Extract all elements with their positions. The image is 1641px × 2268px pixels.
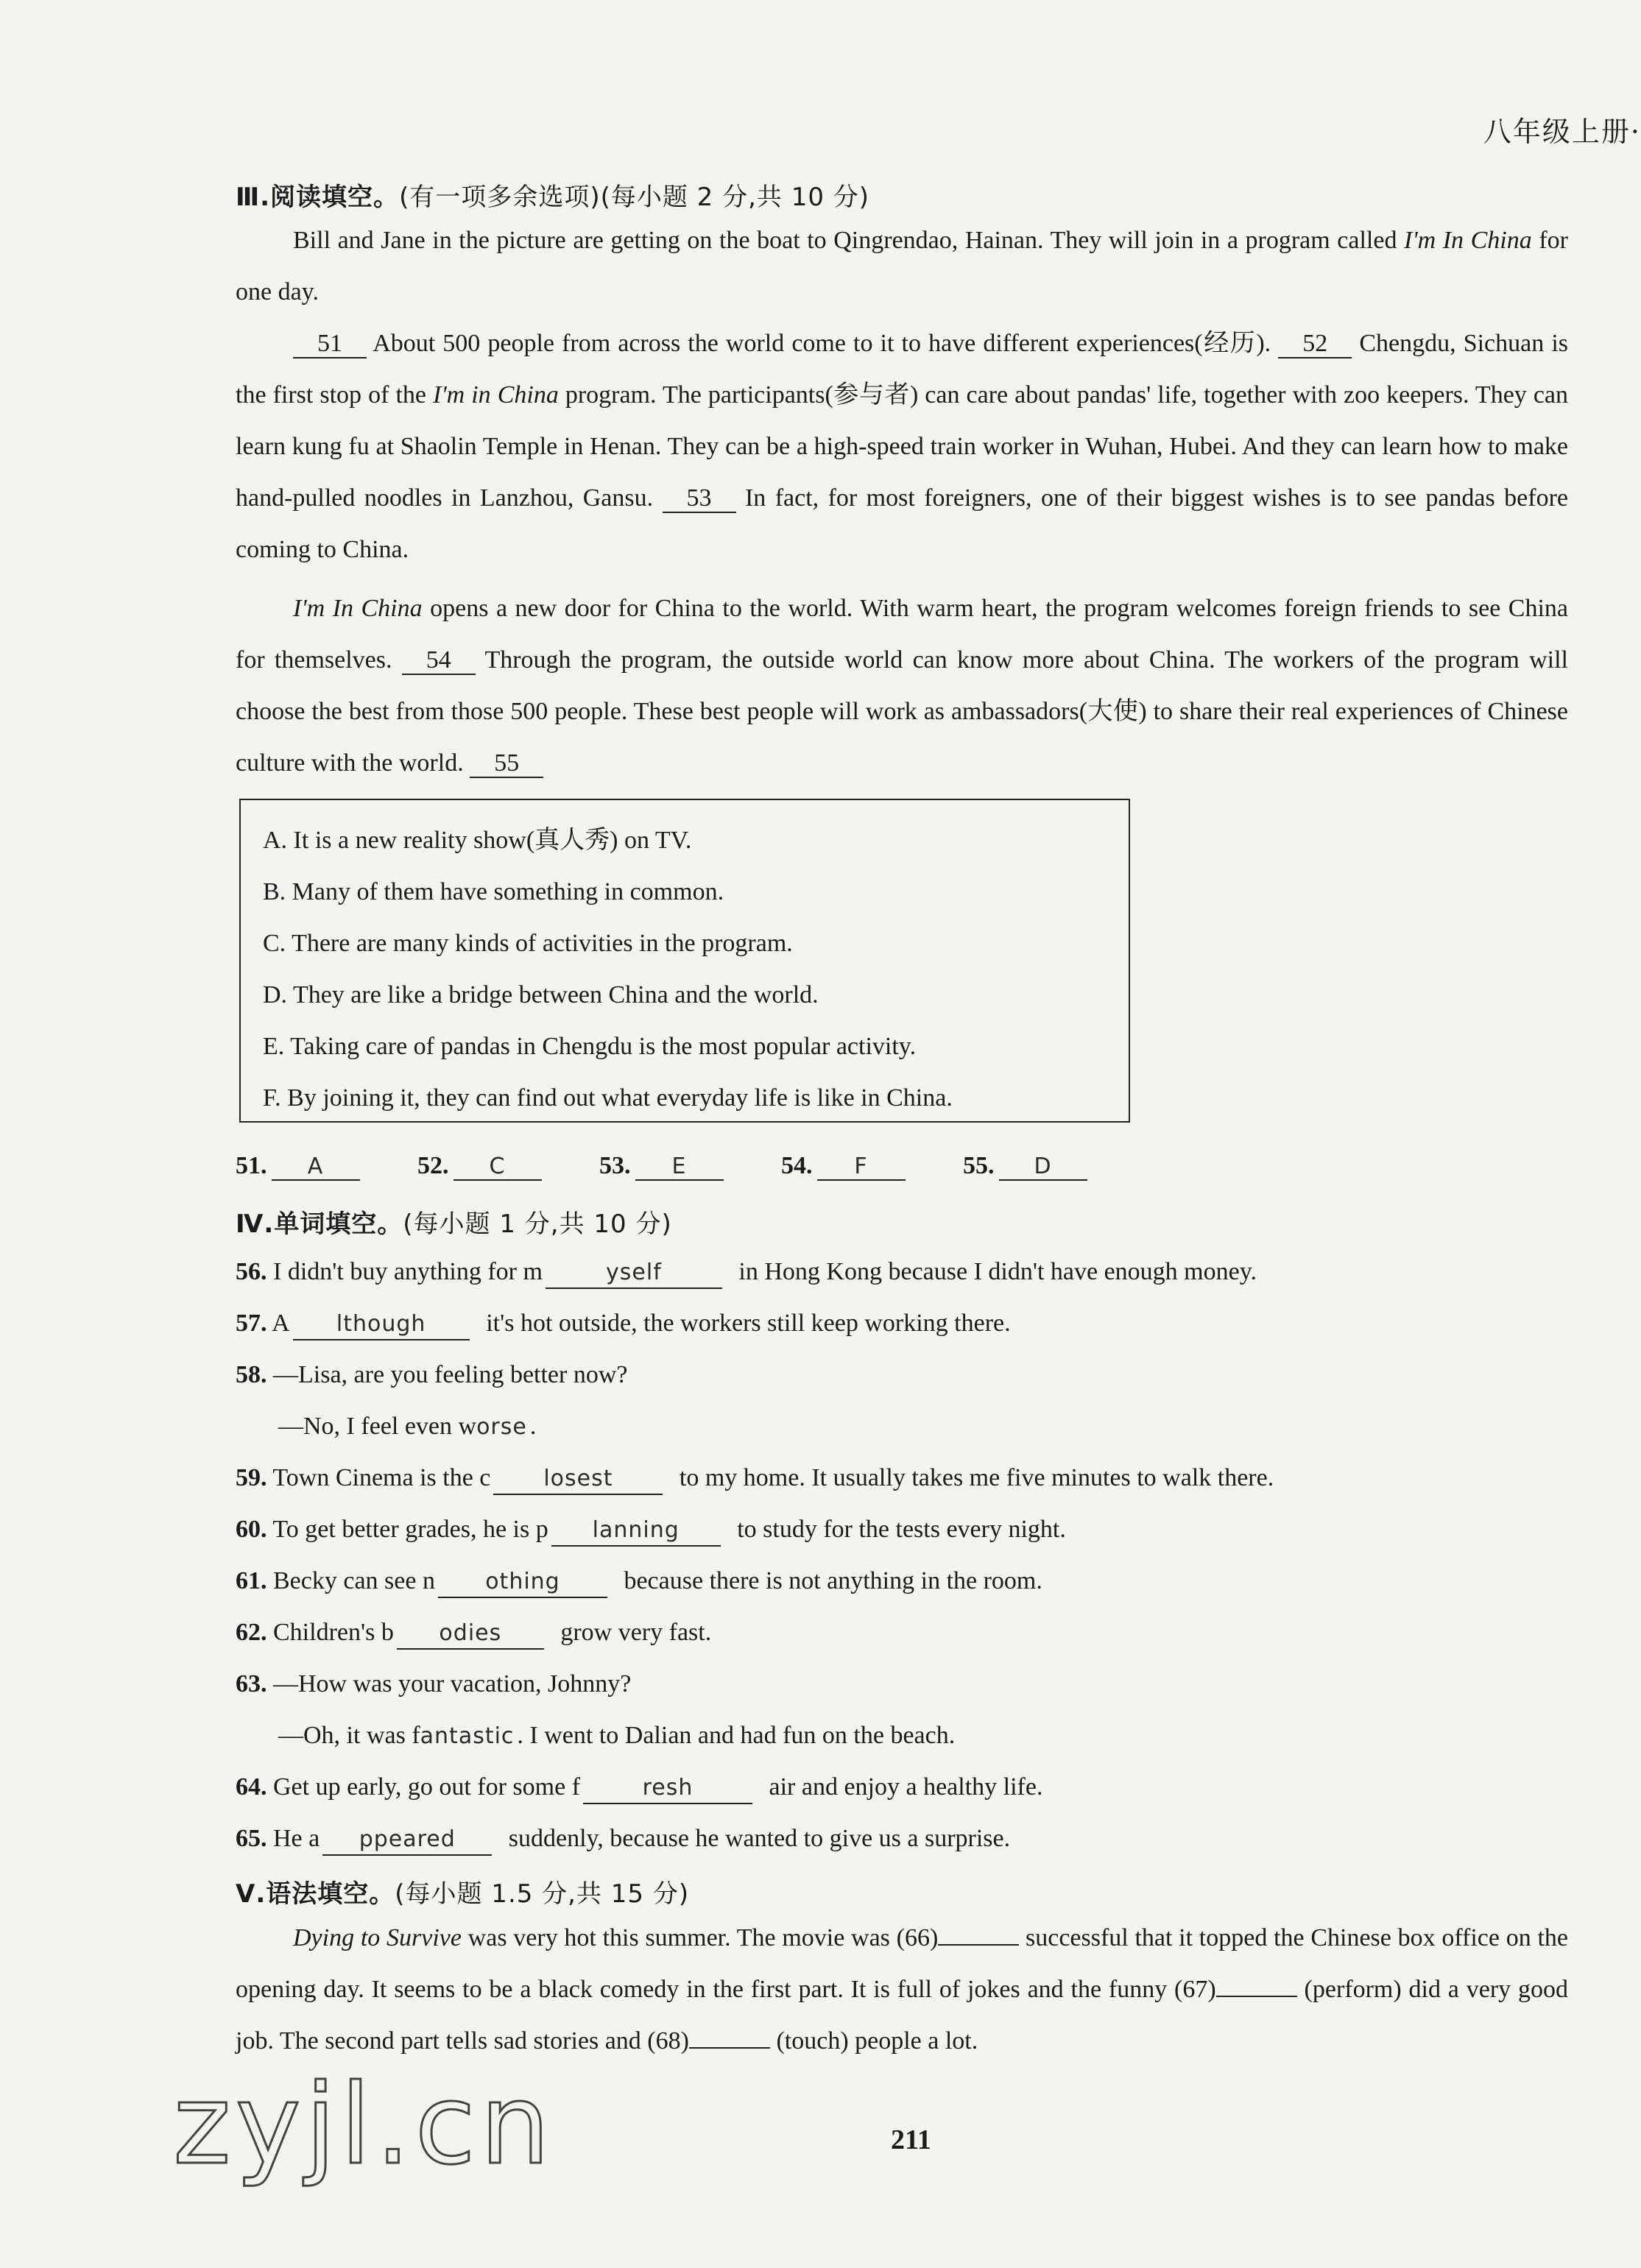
section-3-heading: Ⅲ.阅读填空。 [236, 183, 400, 212]
q64-answer[interactable]: resh [583, 1773, 752, 1804]
q59-post: to my home. It usually takes me five minutes to walk there. [673, 1464, 1274, 1491]
blank-66[interactable] [938, 1922, 1019, 1946]
p2-program-name: I'm in China [433, 381, 559, 409]
answer-53-value[interactable]: E [635, 1154, 724, 1181]
answer-52-value[interactable]: C [454, 1154, 542, 1181]
grammar-passage [236, 1912, 1568, 2067]
q63-pre: —Oh, it was f [278, 1722, 420, 1749]
q59-number: 59. [236, 1464, 267, 1491]
grammar-text-d: (touch) people a lot. [769, 2027, 978, 2055]
blank-67[interactable] [1216, 1974, 1297, 1997]
q64-number: 64. [236, 1773, 267, 1801]
answer-55-value[interactable]: D [999, 1154, 1087, 1181]
question-61 [236, 1563, 1042, 1600]
q64-pre: Get up early, go out for some f [267, 1773, 581, 1801]
section-4-title [236, 1204, 672, 1240]
q61-number: 61. [236, 1567, 267, 1594]
p1-program-name: I'm In China [1404, 227, 1532, 254]
movie-title: Dying to Survive [293, 1924, 462, 1951]
q62-answer[interactable]: odies [397, 1619, 544, 1650]
q63-line1: —How was your vacation, Johnny? [267, 1670, 632, 1698]
grammar-text-a: was very hot this summer. The movie was (66) [461, 1924, 939, 1951]
answer-55-number: 55. [963, 1152, 995, 1179]
q59-answer[interactable]: losest [493, 1464, 663, 1495]
section-4-note: (每小题 1 分,共 10 分) [403, 1209, 672, 1239]
answer-row-51-55 [236, 1152, 1139, 1181]
section-5-note: (每小题 1.5 分,共 15 分) [395, 1879, 690, 1909]
option-f: F. By joining it, they can find out what everyday life is like in China. [263, 1084, 953, 1112]
q58-answer[interactable]: orse [476, 1414, 527, 1440]
answer-52 [417, 1152, 542, 1181]
p2-text-b: Chengdu, Sichuan is the first stop of the [236, 330, 1568, 409]
blank-68[interactable] [689, 2025, 770, 2049]
q56-pre: I didn't buy anything for m [267, 1258, 543, 1285]
section-3-title [236, 177, 869, 213]
grammar-text-b: successful that it topped the Chinese box office on the opening day. It seems to be a black comedy in the first part. It is full of jokes and the funny (67) [236, 1924, 1568, 2003]
section-5-title [236, 1873, 689, 1910]
question-58 [236, 1357, 627, 1393]
blank-51: 51 [293, 331, 367, 358]
p2-text-c: program. The participants(参与者) can care about pandas' life, together with zoo keepers. They can learn kung fu at Shaolin Temple in Henan. They can be a high-speed train worker in Wuhan, Hubei. And they can learn how to make hand-pulled noodles in Lanzhou, Gansu. [236, 381, 1569, 512]
passage-paragraph-3 [236, 583, 1568, 789]
q60-number: 60. [236, 1516, 267, 1543]
question-63 [236, 1666, 631, 1703]
q60-post: to study for the tests every night. [730, 1516, 1066, 1543]
blank-52: 52 [1278, 331, 1352, 358]
answer-53 [599, 1152, 724, 1181]
grammar-text-c: (perform) did a very good job. The second part tells sad stories and (68) [236, 1976, 1568, 2055]
question-59 [236, 1460, 1274, 1497]
q59-pre: Town Cinema is the c [267, 1464, 491, 1491]
blank-54: 54 [402, 647, 476, 675]
q57-answer[interactable]: lthough [293, 1310, 470, 1340]
section-3-note: (有一项多余选项)(每小题 2 分,共 10 分) [399, 183, 870, 212]
q60-pre: To get better grades, he is p [267, 1516, 548, 1543]
question-62 [236, 1614, 711, 1651]
q58-line1: —Lisa, are you feeling better now? [267, 1361, 628, 1388]
q65-number: 65. [236, 1825, 267, 1852]
q58-number: 58. [236, 1361, 267, 1388]
grade-header: 八年级上册· [1483, 116, 1641, 148]
q64-post: air and enjoy a healthy life. [763, 1773, 1043, 1801]
question-65 [236, 1820, 1010, 1857]
options-box [239, 799, 1130, 1123]
p3-text-a: opens a new door for China to the world. With warm heart, the program welcomes foreign friends to see China for themselves. [236, 595, 1568, 674]
q58-pre: —No, I feel even w [278, 1413, 477, 1440]
answer-54 [781, 1152, 906, 1181]
answer-52-number: 52. [417, 1152, 449, 1179]
q56-number: 56. [236, 1258, 267, 1285]
question-58-response [278, 1408, 536, 1446]
question-63-response [278, 1717, 955, 1755]
p3-text-b: Through the program, the outside world can know more about China. The workers of the program will choose the best from those 500 people. These best people will work as ambassadors(大使) to share their real experiences of Chinese culture with the world. [236, 646, 1568, 777]
q62-number: 62. [236, 1619, 267, 1646]
answer-51-number: 51. [236, 1152, 267, 1179]
q62-pre: Children's b [267, 1619, 394, 1646]
q56-answer[interactable]: yself [546, 1258, 722, 1289]
passage-paragraph-1 [236, 215, 1568, 318]
q61-post: because there is not anything in the room. [617, 1567, 1042, 1594]
q57-pre: A [267, 1310, 290, 1337]
section-4-heading: Ⅳ.单词填空。 [236, 1209, 403, 1239]
answer-54-number: 54. [781, 1152, 813, 1179]
answer-54-value[interactable]: F [817, 1154, 906, 1181]
p2-text-d: In fact, for most foreigners, one of their biggest wishes is to see pandas before coming to China. [236, 484, 1568, 563]
page-number: 211 [891, 2124, 931, 2155]
question-64 [236, 1769, 1042, 1806]
q63-answer[interactable]: antastic [420, 1723, 515, 1749]
q57-post: it's hot outside, the workers still keep working there. [479, 1310, 1011, 1337]
option-d: D. They are like a bridge between China and the world. [263, 981, 819, 1008]
answer-51 [236, 1152, 360, 1181]
watermark-logo: zyjl.cn [173, 2061, 555, 2189]
answer-51-value[interactable]: A [272, 1154, 360, 1181]
option-c: C. There are many kinds of activities in the program. [263, 930, 793, 957]
section-5-heading: Ⅴ.语法填空。 [236, 1879, 395, 1909]
blank-55: 55 [470, 750, 543, 778]
q62-post: grow very fast. [554, 1619, 712, 1646]
q65-post: suddenly, because he wanted to give us a surprise. [502, 1825, 1011, 1852]
question-57 [236, 1305, 1011, 1342]
q56-post: in Hong Kong because I didn't have enough money. [732, 1258, 1257, 1285]
question-60 [236, 1511, 1066, 1548]
q57-number: 57. [236, 1310, 267, 1337]
p3-program-name: I'm In China [293, 595, 423, 622]
q61-answer[interactable]: othing [438, 1567, 607, 1598]
option-e: E. Taking care of pandas in Chengdu is the most popular activity. [263, 1033, 917, 1060]
blank-53: 53 [663, 485, 736, 513]
q65-answer[interactable]: ppeared [322, 1825, 492, 1856]
q63-number: 63. [236, 1670, 267, 1698]
answer-53-number: 53. [599, 1152, 631, 1179]
q61-pre: Becky can see n [267, 1567, 435, 1594]
p1-text-a: Bill and Jane in the picture are getting on the boat to Qingrendao, Hainan. They will join in a program called [293, 227, 1405, 254]
p1-text-b: for one day. [236, 227, 1568, 305]
option-a: A. It is a new reality show(真人秀) on TV. [263, 827, 692, 854]
answer-55 [963, 1152, 1087, 1181]
question-56 [236, 1254, 1257, 1290]
passage-paragraph-2 [236, 318, 1568, 576]
q65-pre: He a [267, 1825, 320, 1852]
q63-post: . I went to Dalian and had fun on the beach. [517, 1722, 956, 1749]
option-b: B. Many of them have something in common. [263, 878, 724, 905]
p2-text-a: About 500 people from across the world come to it to have different experiences(经历). [367, 330, 1279, 357]
q60-answer[interactable]: lanning [551, 1516, 721, 1547]
q58-post: . [529, 1413, 537, 1440]
